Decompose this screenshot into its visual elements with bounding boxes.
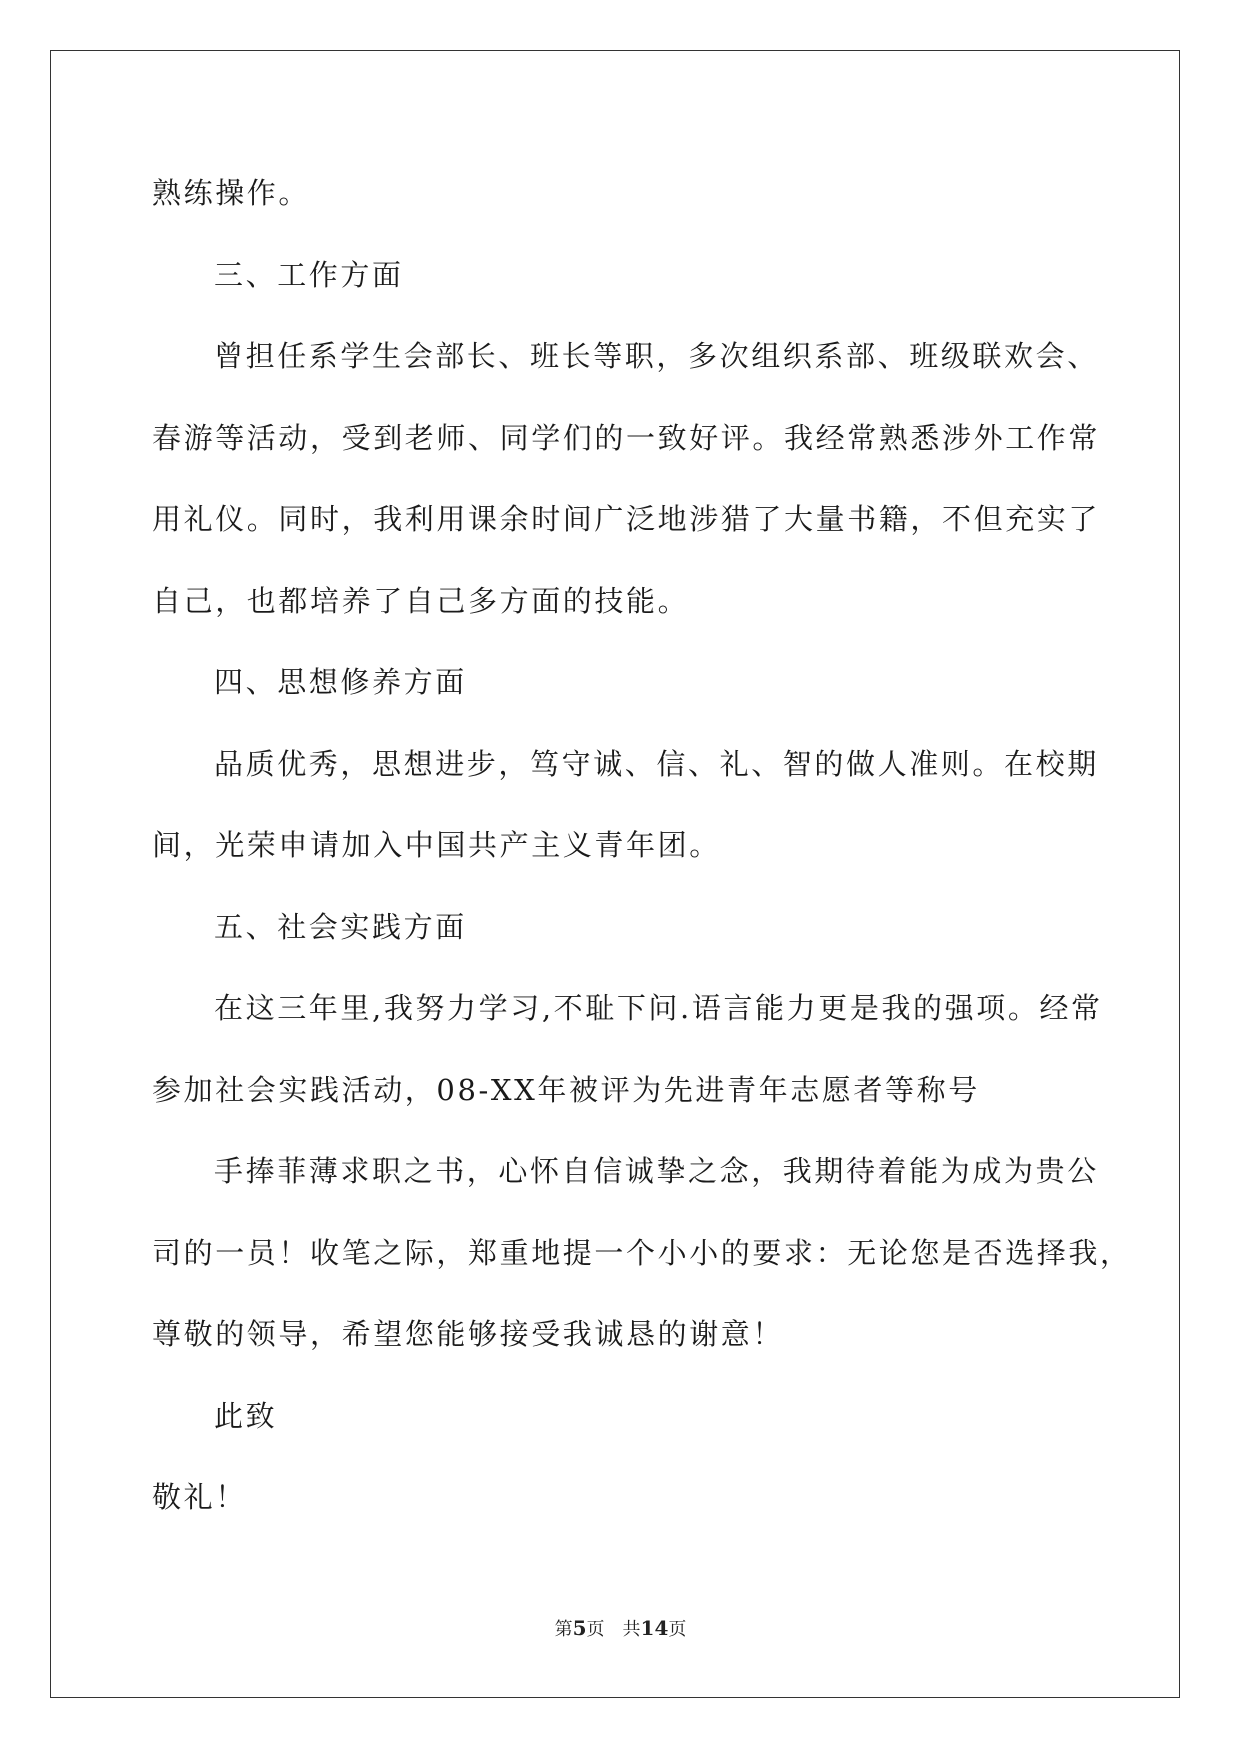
section-heading: 五、社会实践方面 xyxy=(214,910,467,944)
total-pages: 14 xyxy=(640,1616,669,1640)
body-line: 用礼仪。同时，我利用课余时间广泛地涉猎了大量书籍，不但充实了 xyxy=(152,502,1101,536)
closing-salutation: 此致 xyxy=(214,1399,278,1433)
body-line: 参加社会实践活动，08-XX年被评为先进青年志愿者等称号 xyxy=(152,1073,980,1107)
body-line: 曾担任系学生会部长、班长等职，多次组织系部、班级联欢会、 xyxy=(214,339,1099,373)
page-footer xyxy=(0,1617,1241,1641)
body-line: 尊敬的领导，希望您能够接受我诚恳的谢意！ xyxy=(152,1317,785,1351)
total-suffix: 页 xyxy=(668,1619,687,1640)
section-heading: 三、工作方面 xyxy=(214,258,404,292)
page-number: 5 xyxy=(572,1616,587,1640)
closing-regards: 敬礼！ xyxy=(152,1480,247,1514)
body-line: 在这三年里,我努力学习,不耻下问.语言能力更是我的强项。经常 xyxy=(214,991,1103,1025)
page-border xyxy=(50,50,1180,1698)
page-prefix: 第 xyxy=(554,1619,573,1640)
body-line: 间，光荣申请加入中国共产主义青年团。 xyxy=(152,828,721,862)
body-line: 品质优秀，思想进步，笃守诚、信、礼、智的做人准则。在校期 xyxy=(214,747,1099,781)
body-line: 春游等活动，受到老师、同学们的一致好评。我经常熟悉涉外工作常 xyxy=(152,421,1101,455)
body-line: 自己，也都培养了自己多方面的技能。 xyxy=(152,584,690,618)
body-line: 司的一员！收笔之际，郑重地提一个小小的要求：无论您是否选择我， xyxy=(152,1236,1132,1270)
body-line: 熟练操作。 xyxy=(152,176,311,210)
body-line: 手捧菲薄求职之书，心怀自信诚挚之念，我期待着能为成为贵公 xyxy=(214,1154,1099,1188)
section-heading: 四、思想修养方面 xyxy=(214,665,467,699)
page-suffix: 页 xyxy=(586,1619,605,1640)
total-prefix: 共 xyxy=(622,1619,641,1640)
